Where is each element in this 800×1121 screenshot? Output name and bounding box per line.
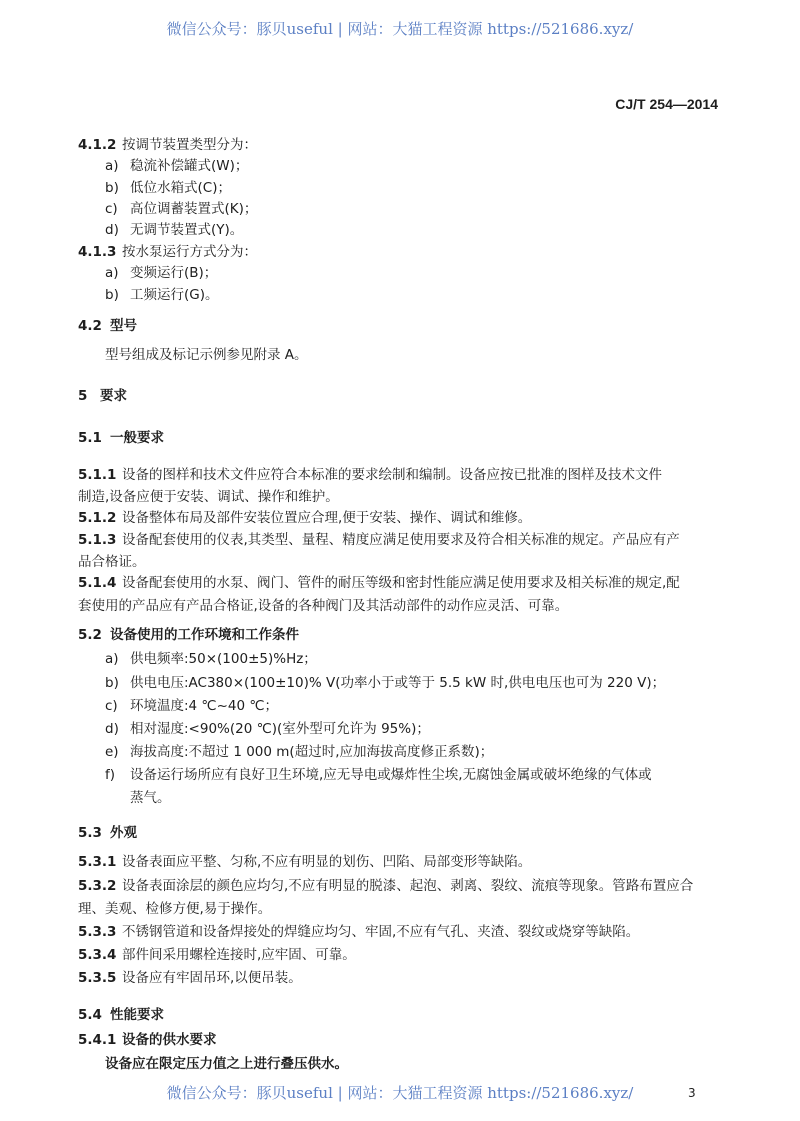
clause-text: 设备配套使用的水泵、阀门、管件的耐压等级和密封性能应满足使用要求及相关标准的规定,配 — [122, 575, 680, 591]
clause-number: 5.3.3 — [78, 924, 117, 940]
clause-text: 设备配套使用的仪表,其类型、量程、精度应满足使用要求及符合相关标准的规定。产品应有产 — [122, 532, 680, 548]
clause-number: 5.1.4 — [78, 575, 117, 591]
item-label: d) — [105, 721, 119, 737]
clause-number: 5.3.4 — [78, 947, 117, 963]
item-text: 相对湿度:<90%(20 ℃)(室外型可允许为 95%)； — [130, 721, 430, 737]
clause-number: 5.1.2 — [78, 510, 117, 526]
item-text: 高位调蓄装置式(K)； — [130, 201, 258, 217]
clause-text: 按水泵运行方式分为： — [122, 244, 257, 260]
section-title: 性能要求 — [110, 1007, 164, 1023]
section-number: 5 — [78, 388, 88, 404]
section-body: 型号组成及标记示例参见附录 A。 — [105, 347, 308, 363]
clause-text-cont: 套使用的产品应有产品合格证,设备的各种阀门及其活动部件的动作应灵活、可靠。 — [78, 598, 569, 614]
item-label: c) — [105, 698, 118, 714]
section-number: 5.2 — [78, 627, 102, 643]
clause-number: 4.1.3 — [78, 244, 117, 260]
item-label: a) — [105, 265, 119, 281]
clause-number: 5.3.1 — [78, 854, 117, 870]
clause-number: 4.1.2 — [78, 137, 117, 153]
clause-text: 设备整体布局及部件安装位置应合理,便于安装、操作、调试和维修。 — [122, 510, 532, 526]
clause-text: 部件间采用螺栓连接时,应牢固、可靠。 — [122, 947, 356, 963]
standard-number: CJ/T 254—2014 — [615, 96, 718, 112]
clause-text-cont: 理、美观、检修方便,易于操作。 — [78, 901, 272, 917]
clause-text: 按调节装置类型分为： — [122, 137, 257, 153]
clause-text: 设备的图样和技术文件应符合本标准的要求绘制和编制。设备应按已批准的图样及技术文件 — [122, 467, 662, 483]
item-label: d) — [105, 222, 119, 238]
item-label: a) — [105, 651, 119, 667]
section-number: 5.4 — [78, 1007, 102, 1023]
item-text: 供电频率:50×(100±5)%Hz； — [130, 651, 317, 667]
section-number: 4.2 — [78, 318, 102, 334]
section-title: 型号 — [110, 318, 137, 334]
watermark-bottom: 微信公众号：豚贝useful | 网站：大猫工程资源 https://521686.xyz/ — [166, 1084, 634, 1102]
item-text: 无调节装置式(Y)。 — [130, 222, 244, 238]
item-label: b) — [105, 675, 119, 691]
item-text: 供电电压:AC380×(100±10)% V(功率小于或等于 5.5 kW 时,供电电压也可为 220 V)； — [130, 675, 666, 691]
watermark-top: 微信公众号：豚贝useful | 网站：大猫工程资源 https://521686.xyz/ — [166, 20, 634, 38]
item-text: 稳流补偿罐式(W)； — [130, 158, 249, 174]
section-number: 5.3 — [78, 825, 102, 841]
clause-number: 5.3.2 — [78, 878, 117, 894]
item-text: 变频运行(B)； — [130, 265, 218, 281]
clause-number: 5.1.1 — [78, 467, 117, 483]
item-text: 海拔高度:不超过 1 000 m(超过时,应加海拔高度修正系数)； — [130, 744, 494, 760]
section-title: 外观 — [110, 825, 137, 841]
section-number: 5.1 — [78, 430, 102, 446]
clause-number: 5.1.3 — [78, 532, 117, 548]
item-text: 工频运行(G)。 — [130, 287, 219, 303]
clause-text: 设备应有牢固吊环,以便吊装。 — [122, 970, 302, 986]
item-text-cont: 蒸气。 — [130, 790, 171, 806]
item-label: f) — [105, 767, 116, 783]
clause-text: 设备表面涂层的颜色应均匀,不应有明显的脱漆、起泡、剥离、裂纹、流痕等现象。管路布置应合 — [122, 878, 694, 894]
item-label: b) — [105, 287, 119, 303]
item-text: 环境温度:4 ℃~40 ℃； — [130, 698, 279, 714]
section-title: 一般要求 — [110, 430, 164, 446]
item-text: 设备运行场所应有良好卫生环境,应无导电或爆炸性尘埃,无腐蚀金属或破坏绝缘的气体或 — [130, 767, 652, 783]
item-label: e) — [105, 744, 119, 760]
clause-text-cont: 制造,设备应便于安装、调试、操作和维护。 — [78, 489, 339, 505]
item-label: b) — [105, 180, 119, 196]
clause-text-cont: 品合格证。 — [78, 554, 146, 570]
page-number: 3 — [688, 1086, 696, 1100]
section-title: 设备使用的工作环境和工作条件 — [110, 627, 299, 643]
section-title: 要求 — [100, 388, 127, 404]
clause-body: 设备应在限定压力值之上进行叠压供水。 — [105, 1056, 348, 1072]
item-label: c) — [105, 201, 118, 217]
clause-title: 设备的供水要求 — [122, 1032, 217, 1048]
item-text: 低位水箱式(C)； — [130, 180, 231, 196]
clause-text: 不锈钢管道和设备焊接处的焊缝应均匀、牢固,不应有气孔、夹渣、裂纹或烧穿等缺陷。 — [122, 924, 640, 940]
clause-number: 5.3.5 — [78, 970, 117, 986]
clause-number: 5.4.1 — [78, 1032, 117, 1048]
clause-text: 设备表面应平整、匀称,不应有明显的划伤、凹陷、局部变形等缺陷。 — [122, 854, 532, 870]
item-label: a) — [105, 158, 119, 174]
